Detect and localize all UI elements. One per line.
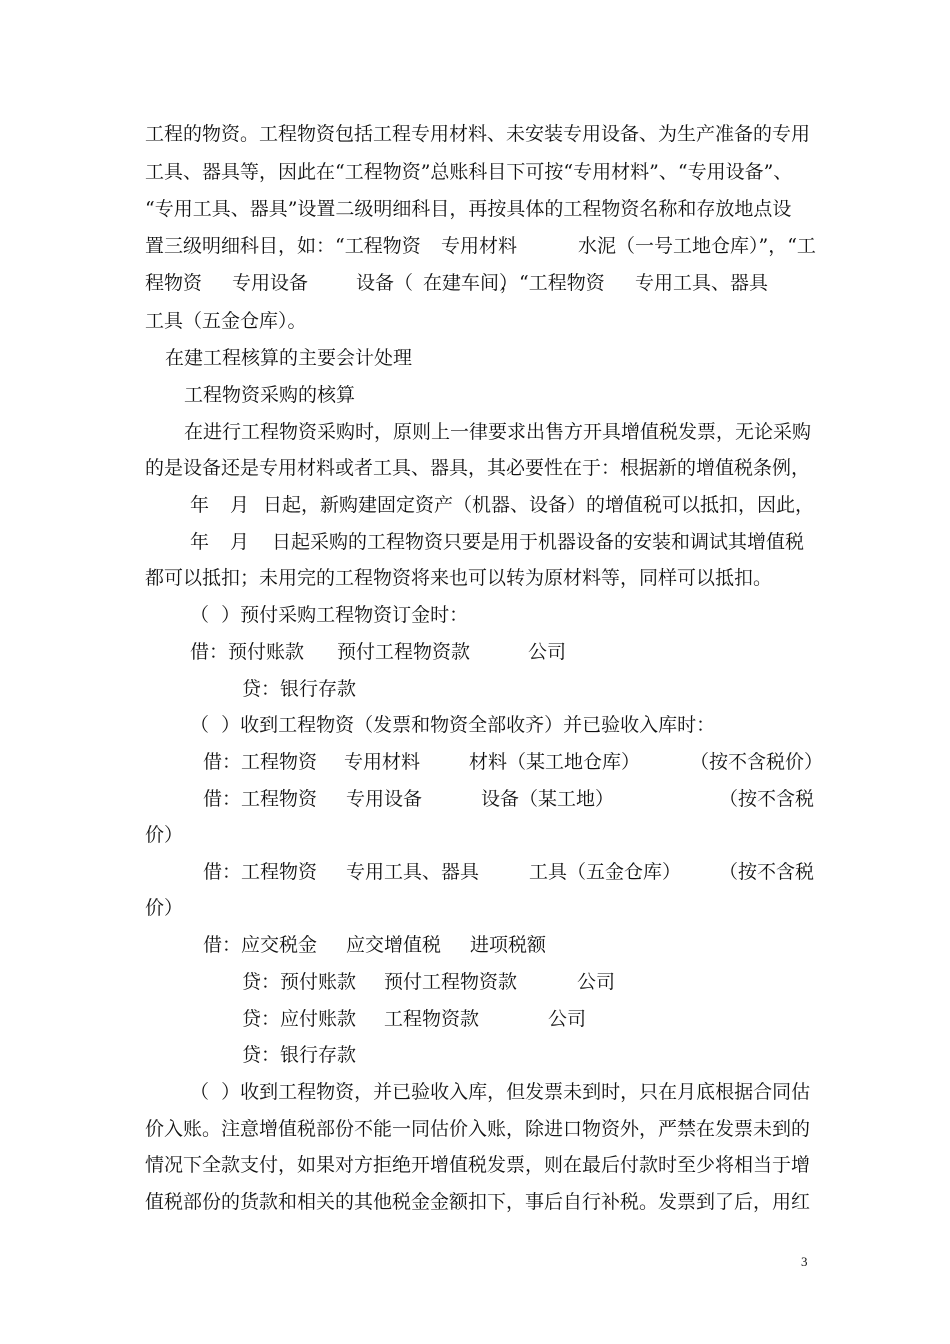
debit-subaccount: 专用材料 (344, 751, 421, 773)
debit-subaccount: 专用工具、器具 (346, 861, 480, 883)
credit-account: 贷：预付账款 (242, 971, 357, 993)
debit-detail: 材料（某工地仓库） (469, 751, 641, 773)
text-line: 都可以抵扣；未用完的工程物资将来也可以转为原材料等，同样可以抵扣。 (145, 567, 773, 589)
text-line: 值税部份的货款和相关的其他税金金额扣下，事后自行补税。发票到了后，用红 (145, 1191, 811, 1213)
debit-note: （按不含税价） (690, 751, 824, 773)
credit-detail: 公司 (548, 1008, 587, 1030)
text-line: 工具、器具等，因此在“工程物资”总账科目下可按“专用材料”、“专用设备”、 (145, 161, 793, 183)
text-segment: 设备（ (356, 272, 414, 294)
text-line: 工程的物资。工程物资包括工程专用材料、未安装专用设备、为生产准备的专用 (145, 123, 811, 145)
debit-account: 借：工程物资 (203, 788, 318, 810)
debit-account: 借：工程物资 (203, 751, 318, 773)
text-line: 的是设备还是专用材料或者工具、器具，其必要性在于：根据新的增值税条例， (145, 457, 811, 479)
page-number: 3 (801, 1254, 808, 1269)
debit-detail: 工具（五金仓库） (529, 861, 682, 883)
debit-subaccount: 应交增值税 (346, 934, 442, 956)
text-segment: 年 (190, 531, 210, 553)
debit-account: 借：工程物资 (203, 861, 318, 883)
debit-account: 借：应交税金 (203, 934, 318, 956)
subsection-heading: 工程物资采购的核算 (184, 384, 356, 406)
text-line: “专用工具、器具”设置二级明细科目，再按具体的工程物资名称和存放地点设 (145, 198, 792, 220)
debit-account: 借：预付账款 (190, 641, 305, 663)
text-segment: 日起采购的工程物资只要是用于机器设备的安装和调试其增值税 (272, 531, 805, 553)
text-segment: 专用工具、器具 (635, 272, 769, 294)
credit-account: 贷：银行存款 (242, 678, 357, 700)
text-line: （ ）收到工程物资，并已验收入库，但发票未到时，只在月底根据合同估 (190, 1081, 811, 1103)
text-segment: 月 (230, 531, 250, 553)
text-segment: 程物资 (145, 272, 203, 294)
credit-subaccount: 工程物资款 (384, 1008, 480, 1030)
debit-detail: 设备（某工地） (481, 788, 615, 810)
text-line: 工具（五金仓库）。 (145, 310, 307, 332)
text-segment: 置三级明细科目，如：“工程物资 (145, 235, 421, 257)
debit-note: （按不含税 (719, 788, 815, 810)
section-heading: 在建工程核算的主要会计处理 (165, 347, 413, 369)
debit-subaccount: 专用设备 (346, 788, 423, 810)
text-segment: 年 (190, 494, 210, 516)
text-segment: ，“工程物资 (500, 272, 605, 294)
debit-subaccount: 预付工程物资款 (337, 641, 471, 663)
text-segment: 水泥（一号工地仓库）”，“工 (578, 235, 816, 257)
text-line: 情况下全款支付，如果对方拒绝开增值税发票，则在最后付款时至少将相当于增 (145, 1154, 811, 1176)
entry-title: （ ）收到工程物资（发票和物资全部收齐）并已验收入库时： (190, 714, 716, 736)
text-segment: 日起，新购建固定资产（机器、设备）的增值税可以抵扣，因此， (263, 494, 815, 516)
text-line: 价） (145, 897, 184, 919)
text-segment: 专用材料 (441, 235, 518, 257)
credit-account: 贷：银行存款 (242, 1044, 357, 1066)
credit-detail: 公司 (577, 971, 616, 993)
debit-detail: 公司 (528, 641, 567, 663)
entry-title: （ ）预付采购工程物资订金时： (190, 604, 469, 626)
credit-account: 贷：应付账款 (242, 1008, 357, 1030)
credit-subaccount: 预付工程物资款 (384, 971, 518, 993)
debit-detail: 进项税额 (470, 934, 547, 956)
text-segment: 在建车间） (423, 272, 519, 294)
text-line: 价入账。注意增值税部份不能一同估价入账，除进口物资外，严禁在发票未到的 (145, 1118, 811, 1140)
debit-note: （按不含税 (719, 861, 815, 883)
text-line: 在进行工程物资采购时，原则上一律要求出售方开具增值税发票，无论采购 (184, 421, 812, 443)
text-segment: 月 (230, 494, 250, 516)
text-line: 价） (145, 824, 184, 846)
text-segment: 专用设备 (232, 272, 309, 294)
